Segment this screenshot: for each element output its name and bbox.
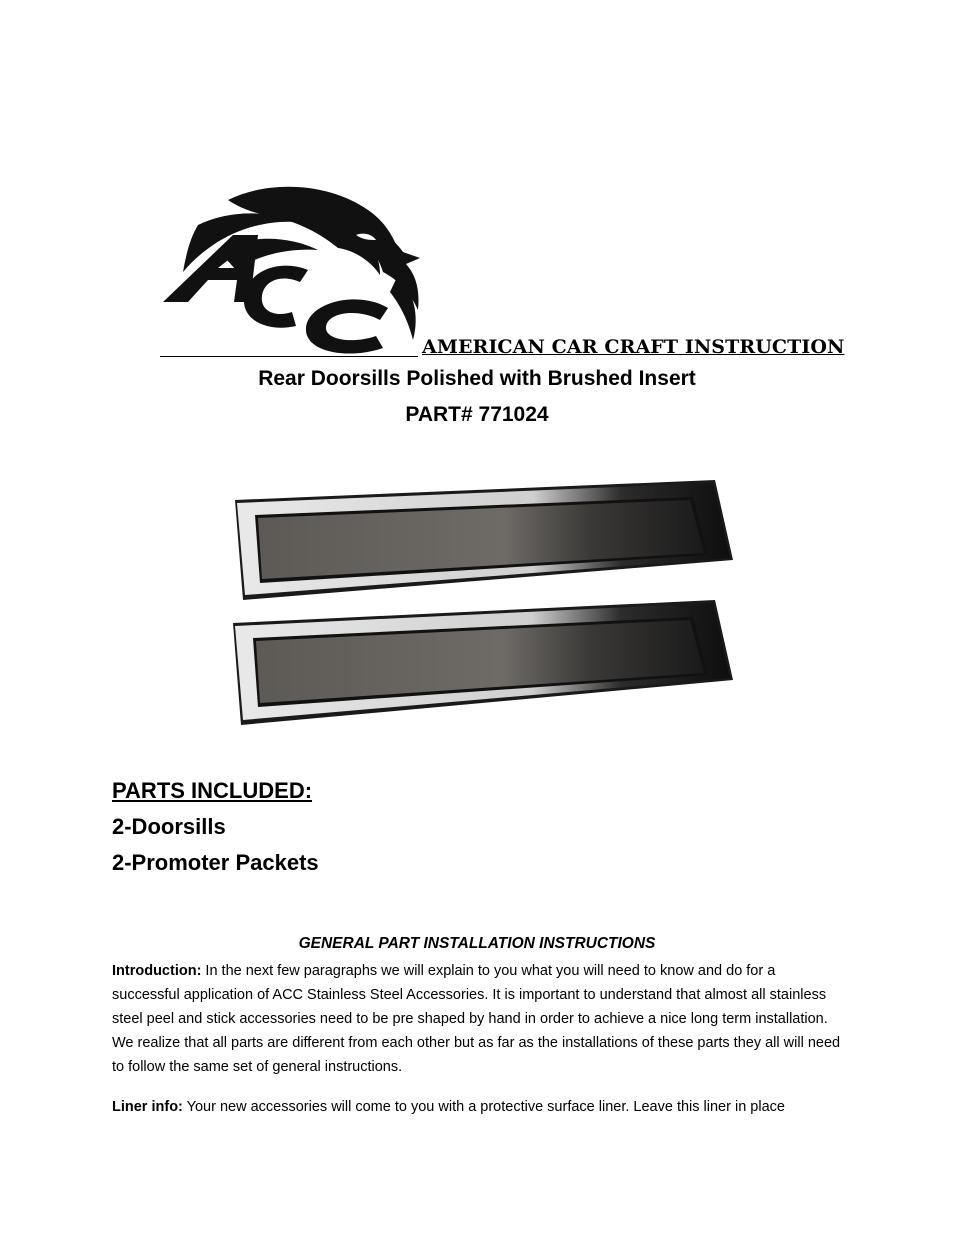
brand-heading: AMERICAN CAR CRAFT INSTRUCTION — [422, 336, 845, 358]
introduction-paragraph — [112, 959, 847, 1079]
doorsill-plate-top — [235, 480, 733, 600]
acc-eagle-logo — [158, 180, 428, 360]
parts-item-promoter-packets: 2-Promoter Packets — [112, 850, 319, 875]
introduction-text: In the next few paragraphs we will explain to you what you will need to know and do for a successful application of ACC Stainless Steel Accessories. It is important to understand that almost all stainless steel peel and stick accessories need to be pre shaped by hand in order to achieve a nice long term installation. We realize that all parts are different from each other but as far as the installations of these parts they all will need to follow the same set of general instructions. — [112, 963, 841, 1075]
liner-info-text: Your new accessories will come to you with a protective surface liner. Leave this liner in place — [182, 1099, 785, 1115]
parts-item-doorsills: 2-Doorsills — [112, 814, 226, 839]
logo-underline — [160, 356, 418, 357]
liner-info-paragraph — [112, 1095, 847, 1119]
doorsill-plate-bottom — [233, 600, 733, 725]
part-number: PART# 771024 — [405, 403, 549, 426]
product-title: Rear Doorsills Polished with Brushed Insert — [258, 367, 696, 390]
parts-included-heading: PARTS INCLUDED: — [112, 778, 313, 803]
instructions-section-title: GENERAL PART INSTALLATION INSTRUCTIONS — [298, 935, 656, 952]
liner-info-label: Liner info: — [112, 1099, 183, 1115]
doorsill-product-image — [225, 475, 740, 730]
introduction-label: Introduction: — [112, 963, 202, 979]
